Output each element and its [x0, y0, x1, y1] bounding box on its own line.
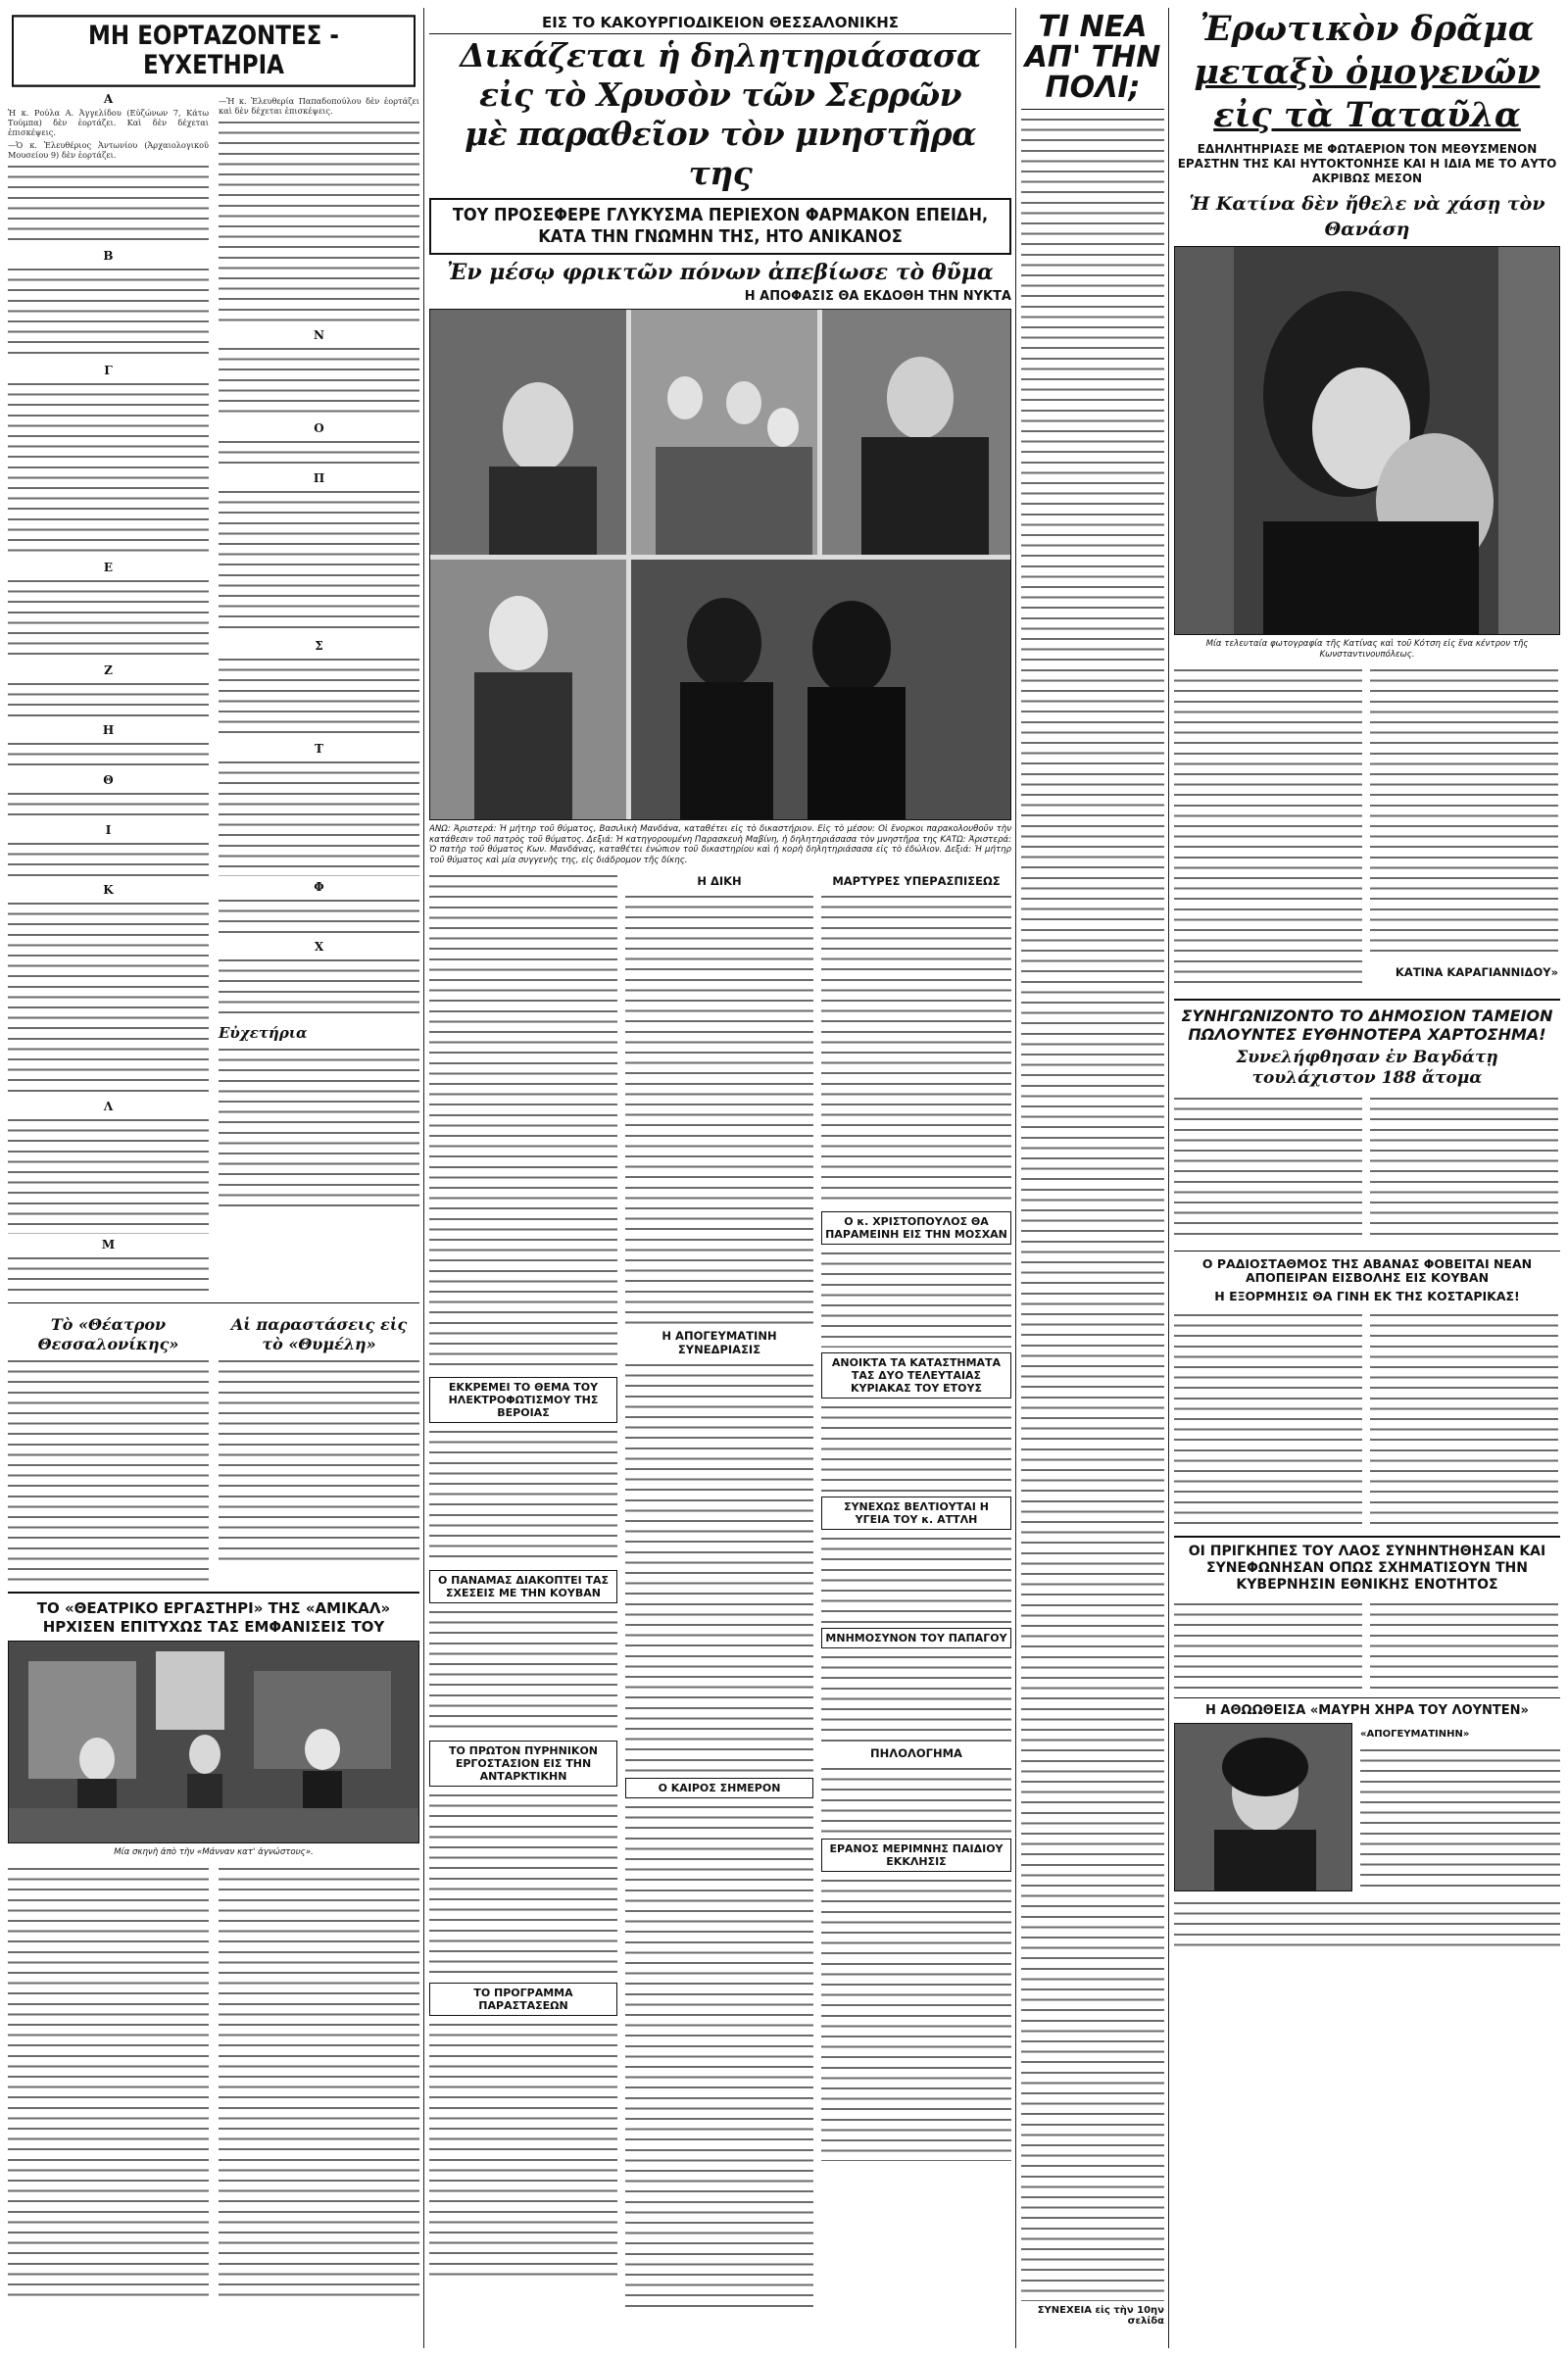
article-body [1370, 1095, 1558, 1242]
article-body [1174, 1899, 1560, 1948]
article-body [1174, 1095, 1362, 1242]
notice-text-block [8, 266, 209, 360]
letter-heading: Θ [103, 773, 114, 787]
article-body [625, 1361, 813, 1773]
headline-line-1: Δικάζεται ἡ δηλητηριάσασα [460, 36, 981, 74]
article-body [219, 1865, 419, 2296]
programma-heading: ΤΟ ΠΡΟΓΡΑΜΜΑ ΠΑΡΑΣΤΑΣΕΩΝ [429, 1983, 617, 2016]
dike-heading: Η ΔΙΚΗ [697, 874, 742, 889]
column-rule [1168, 8, 1169, 2348]
article-body [1021, 116, 1164, 2301]
notice-text-block [219, 488, 419, 635]
article-body [1370, 666, 1558, 960]
column-3 [1021, 8, 1164, 2348]
article-body [1370, 1311, 1558, 1527]
article-body [821, 1653, 1011, 1742]
notice-text-block [8, 163, 209, 245]
article-body [1174, 1311, 1362, 1527]
eranos-heading: ΕΡΑΝΟΣ ΜΕΡΙΜΝΗΣ ΠΑΙΔΙΟΥ ΕΚΚΛΗΣΙΣ [821, 1839, 1011, 1872]
headline-line-1: Ἐρωτικὸν δρᾶμα [1200, 9, 1535, 49]
letter-heading: Μ [101, 1238, 116, 1252]
kairos-heading: Ο ΚΑΙΡΟΣ ΣΗΜΕΡΟΝ [625, 1778, 813, 1798]
article-body [429, 872, 617, 1372]
article-body [821, 1403, 1011, 1492]
prigkipes-heading: ΟΙ ΠΡΙΓΚΗΠΕΣ ΤΟΥ ΛΑΟΣ ΣΥΝΗΝΤΗΘΗΣΑΝ ΚΑΙ ΣΥΝΕΦΩΝΗΣΑΝ ΟΠΩΣ ΣΧΗΜΑΤΙΣΟΥΝ ΤΗΝ ΚΥΒΕΡΝΗΣΙΝ ΕΘΝΙΚΗΣ ΕΝΟΤΗΤΟΣ [1188, 1544, 1546, 1594]
column-rule [423, 8, 424, 2348]
notice-text-block [8, 380, 209, 557]
section-header: ΜΗ ΕΟΡΤΑΖΟΝΤΕΣ - ΕΥΧΕΤΗΡΙΑ [12, 15, 416, 87]
notice-text: —Ὁ κ. Ἐλευθέριος Ἀντωνίου (Ἀρχαιολογικοῦ Μουσείου 9) δὲν ἑορτάζει. [8, 140, 209, 160]
letter-heading: Κ [103, 883, 114, 897]
notice-text-block [219, 345, 419, 417]
divider [1174, 999, 1560, 1001]
letter-heading: Σ [315, 639, 323, 653]
theatre-heading: Τὸ «Θέατρον Θεσσαλονίκης» [37, 1315, 179, 1353]
deck: ΕΔΗΛΗΤΗΡΙΑΣΕ ΜΕ ΦΩΤΑΕΡΙΟΝ ΤΟΝ ΜΕΘΥΣΜΕΝΟΝ ΕΡΑΣΤΗΝ ΤΗΣ ΚΑΙ ΗΥΤΟΚΤΟΝΗΣΕ ΚΑΙ Η ΙΔΙΑ ΜΕ ΤΟ ΑΥΤΟ ΑΚΡΙΒΩΣ ΜΕΣΟΝ [1177, 142, 1557, 185]
notice-text-block [219, 1046, 419, 1212]
notice-text-block [8, 1254, 209, 1294]
article-body [821, 1535, 1011, 1623]
couple-photo [1174, 246, 1560, 635]
letter-heading: Β [103, 249, 114, 263]
letter-heading: Τ [315, 742, 323, 756]
headline-line-2: εἰς τὸ Χρυσὸν τῶν Σερρῶν [478, 75, 962, 114]
divider [1174, 1697, 1560, 1698]
christopoulos-heading: Ο κ. ΧΡΙΣΤΟΠΟΥΛΟΣ ΘΑ ΠΑΡΑΜΕΙΝΗ ΕΙΣ ΤΗΝ ΜΟΣΧΑΝ [821, 1211, 1011, 1245]
article-body [821, 1250, 1011, 1348]
article-col-c [821, 869, 1011, 2316]
article-body [8, 1865, 209, 2296]
photo-caption: ΑΝΩ: Ἀριστερά: Ἡ μήτηρ τοῦ θύματος, Βασιλικὴ Μανδάνα, καταθέτει εἰς τὸ δικαστήριον. Εἰς τὸ μέσον: Οἱ ἔνορκοι παρακολουθοῦν τὴν κατάθεσιν τοῦ πατρὸς τοῦ θύματος. Δεξιά: Ἡ κατηγορουμένη Παρασκευὴ Μαβίνη, ἡ δηλητηριάσασα τὸν μνηστῆρα της ΚΑΤΩ: Ἀριστερά: Ὁ πατὴρ τοῦ θύματος Κων. Μανδάνας, καταθέτει ἐνώπιον τοῦ δικαστηρίου καὶ ἡ κορὴ δηλητηριάσασα εἰς τὸ ἑδώλιον. Δεξιά: Ἡ μήτηρ τοῦ θύματος καὶ μία συγγενὴς της, εἰς διάδρομον τῆς δίκης. [429, 824, 1011, 865]
notice-text-block [8, 577, 209, 660]
notice-text: Ἡ κ. Ρούλα Α. Ἀγγελίδου (Εὐζώνων 7, Κάτω Τούμπα) δὲν ἑορτάζει. Καὶ δὲν δέχεται ἐπισκέψεις. [8, 108, 209, 137]
notice-text-block [8, 900, 209, 1096]
letter-heading: Ο [314, 421, 324, 435]
letter-heading: Α [103, 92, 114, 106]
divider [429, 33, 1011, 34]
mnimosynon-heading: ΜΝΗΜΟΣΥΝΟΝ ΤΟΥ ΠΑΠΑΓΟΥ [821, 1628, 1011, 1648]
widow-photo [1174, 1723, 1352, 1891]
kicker: ΕΙΣ ΤΟ ΚΑΚΟΥΡΓΙΟΔΙΚΕΙΟΝ ΘΕΣΣΑΛΟΝΙΚΗΣ [541, 14, 900, 31]
divider [1174, 1251, 1560, 1252]
article-body [1360, 1746, 1560, 1893]
letter-heading: Ζ [104, 663, 113, 677]
sub-headline-right: Η ΑΠΟΦΑΣΙΣ ΘΑ ΕΚΔΟΘΗ ΤΗΝ ΝΥΚΤΑ [744, 289, 1011, 304]
euxetiria-heading: Εὐχετήρια [219, 1024, 308, 1042]
divider [1021, 109, 1164, 110]
article-body [1174, 1600, 1362, 1689]
column-title: ΤΙ ΝΕΑ ΑΠ' ΤΗΝ ΠΟΛΙ; [1024, 10, 1161, 105]
tameion-heading: ΣΥΝΗΓΩΝΙΖΟΝΤΟ ΤΟ ΔΗΜΟΣΙΟΝ ΤΑΜΕΙΟΝ ΠΩΛΟΥΝΤΕΣ ΕΥΘΗΝΟΤΕΡΑ ΧΑΡΤΟΣΗΜΑ! [1181, 1006, 1553, 1045]
headline-line-3: μὲ παραθεῖον τὸν μνηστῆρα της [464, 115, 977, 192]
proton-heading: ΤΟ ΠΡΩΤΟΝ ΠΥΡΗΝΙΚΟΝ ΕΡΓΟΣΤΑΣΙΟΝ ΕΙΣ ΤΗΝ ΑΝΤΑΡΚΤΙΚΗΝ [429, 1741, 617, 1787]
headline-line-2: μεταξὺ ὁμογενῶν [1194, 52, 1541, 92]
article-body [429, 1608, 617, 1736]
newspaper-page [8, 8, 1560, 2348]
letter-heading: Ε [103, 561, 114, 574]
courtroom-photo-montage [429, 309, 1011, 820]
column-2 [429, 8, 1011, 2348]
signature: ΚΑΤΙΝΑ ΚΑΡΑΓΙΑΝΝΙΔΟΥ» [1395, 965, 1558, 980]
divider [1174, 1536, 1560, 1538]
article-col-a [429, 869, 617, 2316]
bagdati-heading: Συνελήφθησαν ἐν Βαγδάτῃ τουλάχιστον 188 ἄτομα [1236, 1048, 1498, 1089]
letter-heading: Η [102, 723, 115, 737]
panamas-heading: Ο ΠΑΝΑΜΑΣ ΔΙΑΚΟΠΤΕΙ ΤΑΣ ΣΧΕΣΕΙΣ ΜΕ ΤΗΝ ΚΟΥΒΑΝ [429, 1570, 617, 1603]
athootheisa-heading: Η ΑΘΩΩΘΕΙΣΑ «ΜΑΥΡΗ ΧΗΡΑ ΤΟΥ ΛΟΥΝΤΕΝ» [1205, 1703, 1529, 1719]
pliologia-heading: ΠΗΛΟΛΟΓΗΜΑ [870, 1746, 962, 1761]
column-1 [8, 8, 419, 2348]
photo-caption: Μία σκηνὴ ἀπὸ τὴν «Μάνναν κατ' ἀγνώστους». [114, 1847, 314, 1857]
article-body [429, 1428, 617, 1565]
notice-text-block [219, 897, 419, 936]
deck: ΤΟΥ ΠΡΟΣΕΦΕΡΕ ΓΛΥΚΥΣΜΑ ΠΕΡΙΕΧΟΝ ΦΑΡΜΑΚΟΝ ΕΠΕΙΔΗ, ΚΑΤΑ ΤΗΝ ΓΝΩΜΗΝ ΤΗΣ, ΗΤΟ ΑΝΙΚΑΝΟΣ [429, 198, 1011, 255]
notice-text-block [219, 759, 419, 876]
article-body [625, 1803, 813, 2313]
notice-text-block [219, 119, 419, 324]
notices-left [8, 88, 209, 1297]
notice-text-block [219, 656, 419, 738]
notice-text-block [8, 790, 209, 819]
theatre-photo [8, 1641, 419, 1843]
sub-headline: Ἐν μέσῳ φρικτῶν πόνων ἀπεβίωσε τὸ θῦμα [447, 260, 994, 285]
letter-heading: Π [313, 471, 325, 485]
anoikta-heading: ΑΝΟΙΚΤΑ ΤΑ ΚΑΤΑΣΤΗΜΑΤΑ ΤΑΣ ΔΥΟ ΤΕΛΕΥΤΑΙΑΣ ΚΥΡΙΑΚΑΣ ΤΟΥ ΕΤΟΥΣ [821, 1352, 1011, 1399]
article-col-b [625, 869, 813, 2316]
column-4 [1174, 8, 1560, 2348]
article-body [821, 893, 1011, 1206]
column-rule [1015, 8, 1016, 2348]
amikal-heading: ΤΟ «ΘΕΑΤΡΙΚΟ ΕΡΓΑΣΤΗΡΙ» ΤΗΣ «ΑΜΙΚΑΛ» ΗΡΧΙΣΕΝ ΕΠΙΤΥΧΩΣ ΤΑΣ ΕΜΦΑΝΙΣΕΙΣ ΤΟΥ [36, 1599, 391, 1636]
letter-heading: Χ [314, 940, 324, 954]
exormisis-heading: Η ΕΞΟΡΜΗΣΙΣ ΘΑ ΓΙΝΗ ΕΚ ΤΗΣ ΚΟΣΤΑΡΙΚΑΣ! [1214, 1289, 1520, 1304]
letter-heading: Φ [314, 880, 324, 894]
letter-heading: Ν [314, 328, 324, 342]
headline-line-3: εἰς τὰ Ταταῦλα [1213, 95, 1521, 135]
letter-heading: Γ [104, 364, 113, 377]
article-body [625, 893, 813, 1324]
letter-heading: Λ [103, 1100, 114, 1113]
continued-note: ΣΥΝΕΧΕΙΑ εἰς τὴν 10ην σελίδα [1037, 2305, 1164, 2327]
letter-heading: Ι [105, 823, 112, 837]
article-body [1174, 666, 1362, 990]
parastaseis-heading: Αἱ παραστάσεις εἰς τὸ «Θυμέλη» [230, 1315, 408, 1353]
notice-text-block [219, 438, 419, 467]
notice-text: —Ἡ κ. Ἐλευθερία Παπαδοπούλου δὲν ἑορτάζει καὶ δὲν δέχεται ἐπισκέψεις. [219, 96, 419, 116]
ekkremei-heading: ΕΚΚΡΕΜΕΙ ΤΟ ΘΕΜΑ ΤΟΥ ΗΛΕΚΤΡΟΦΩΤΙΣΜΟΥ ΤΗΣ ΒΕΡΟΙΑΣ [429, 1377, 617, 1423]
apogeumatinis-heading: «ΑΠΟΓΕΥΜΑΤΙΝΗΝ» [1360, 1729, 1470, 1741]
article-body [1370, 1600, 1558, 1689]
article-body [8, 1357, 209, 1583]
notice-text-block [8, 680, 209, 719]
article-body [429, 1792, 617, 1978]
divider [8, 1592, 419, 1594]
article-body [821, 1877, 1011, 2161]
apogeumatini-heading: Η ΑΠΟΓΕΥΜΑΤΙΝΗ ΣΥΝΕΔΡΙΑΣΙΣ [662, 1329, 777, 1357]
synexos-heading: ΣΥΝΕΧΩΣ ΒΕΛΤΙΟΥΤΑΙ Η ΥΓΕΙΑ ΤΟΥ κ. ΑΤΤΛΗ [821, 1497, 1011, 1530]
martyres-heading: ΜΑΡΤΥΡΕΣ ΥΠΕΡΑΣΠΙΣΕΩΣ [832, 874, 1001, 889]
article-body [429, 2021, 617, 2276]
notices-right [219, 88, 419, 1297]
radio-heading: Ο ΡΑΔΙΟΣΤΑΘΜΟΣ ΤΗΣ ΑΒΑΝΑΣ ΦΟΒΕΙΤΑΙ ΝΕΑΝ ΑΠΟΠΕΙΡΑΝ ΕΙΣΒΟΛΗΣ ΕΙΣ ΚΟΥΒΑΝ [1201, 1256, 1533, 1286]
sub-headline: Ἡ Κατίνα δὲν ἤθελε νὰ χάσῃ τὸν Θανάση [1189, 193, 1545, 240]
divider [8, 1302, 419, 1303]
article-body [219, 1357, 419, 1563]
article-body [821, 1765, 1011, 1834]
notice-text-block [219, 957, 419, 1017]
photo-caption: Μία τελευταία φωτογραφία τῆς Κατίνας καὶ τοῦ Κότση εἰς ἕνα κέντρον τῆς Κωνσταντινουπόλεως. [1205, 639, 1529, 660]
notice-text-block [8, 840, 209, 879]
notice-text-block [8, 740, 209, 769]
notice-text-block [8, 1116, 209, 1234]
